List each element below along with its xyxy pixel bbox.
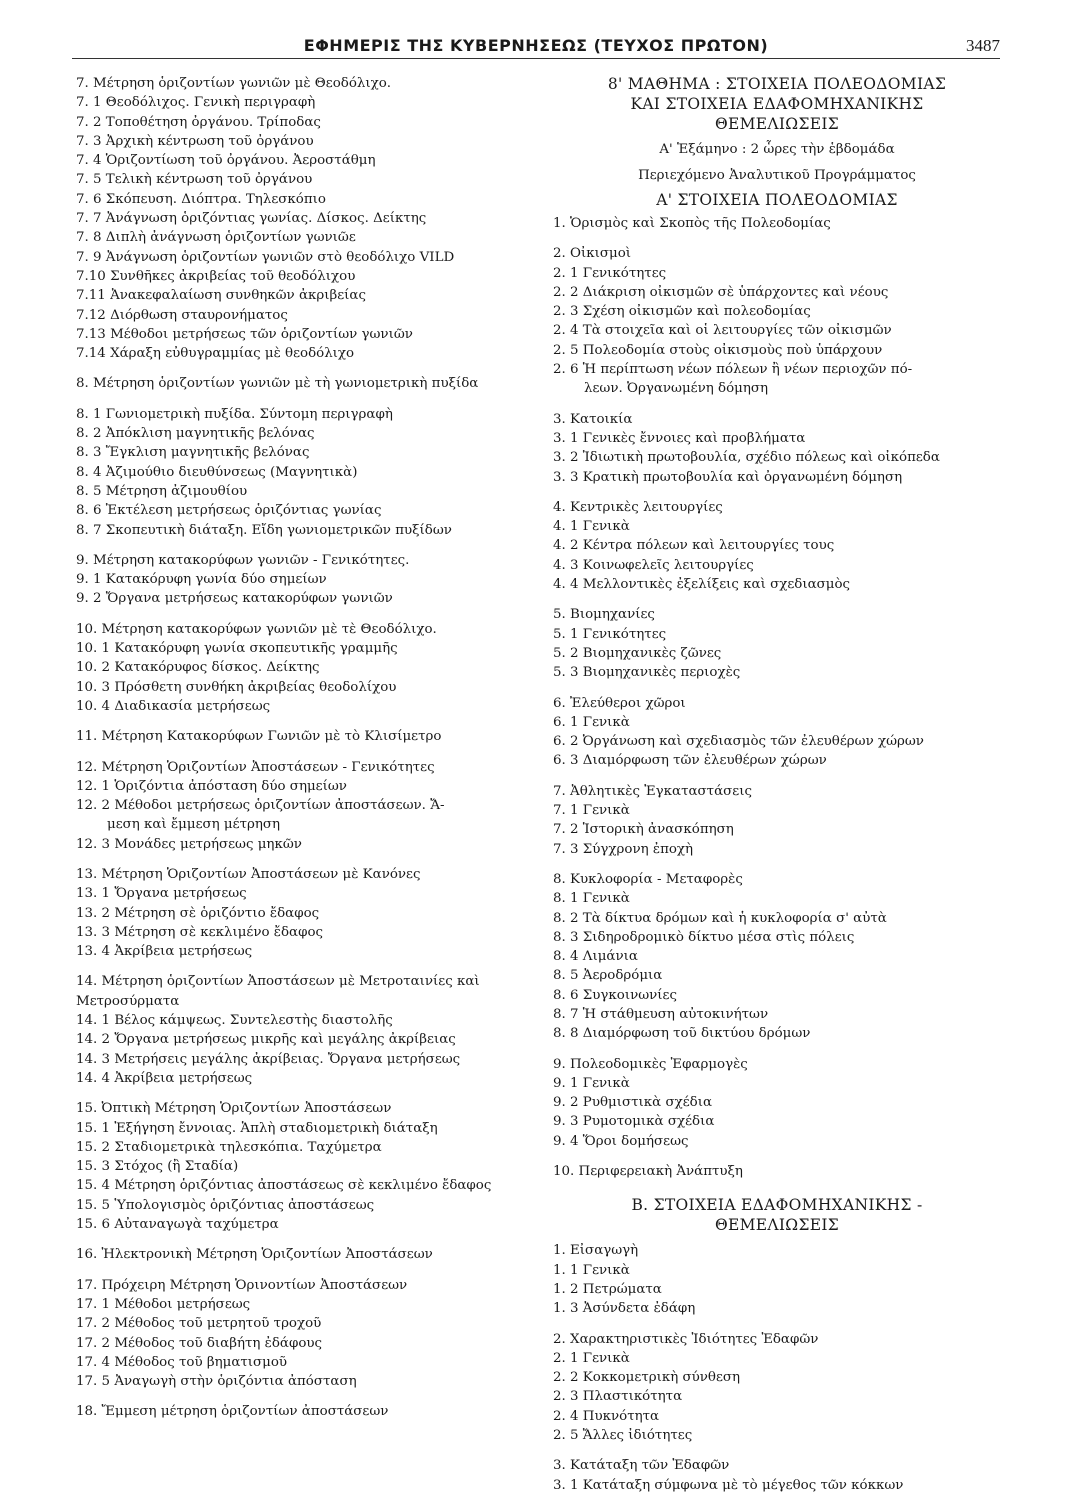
toc-line: 14. 3 Μετρήσεις μεγάλης ἀκρίβειας. Ὄργανα μετρήσεως (76, 1051, 461, 1067)
toc-line: 2. 6 Ἡ περίπτωση νέων πόλεων ἢ νέων περιοχῶν πό- (553, 362, 913, 378)
toc-line: 7.11 Ἀνακεφαλαίωση συνθηκῶν ἀκριβείας (76, 288, 366, 304)
toc-line: 5. Βιομηχανίες (553, 607, 655, 623)
toc-line: 7. 4 Ὁριζοντίωση τοῦ ὀργάνου. Ἀεροστάθμη (76, 153, 376, 169)
toc-line: 8. 8 Διαμόρφωση τοῦ δικτύου δρόμων (553, 1026, 811, 1042)
toc-line: 1. 2 Πετρώματα (553, 1281, 662, 1297)
toc-line: 9. 1 Γενικὰ (553, 1075, 630, 1091)
toc-line: 8. 6 Ἐκτέλεση μετρήσεως ὁριζόντιας γωνίας (76, 503, 382, 519)
toc-line: 15. 2 Σταδιομετρικὰ τηλεσκόπια. Ταχύμετρα (76, 1139, 382, 1155)
toc-line: 14. 4 Ἀκρίβεια μετρήσεως (76, 1070, 253, 1086)
section-b-title-line2: ΘΕΜΕΛΙΩΣΕΙΣ (714, 1216, 840, 1235)
toc-line: 2. 5 Ἄλλες ἰδιότητες (553, 1428, 693, 1444)
toc-line: 7. 2 Ἱστορικὴ ἀνασκόπηση (553, 822, 734, 838)
toc-group (553, 410, 1001, 487)
toc-line: 4. 3 Κοινωφελεῖς λειτουργίες (553, 557, 754, 573)
toc-line: 13. 3 Μέτρηση σὲ κεκλιμένο ἔδαφος (76, 924, 324, 940)
toc-line: 3. 3 Κρατικὴ πρωτοβουλία καὶ ὀργανωμένη δόμηση (553, 469, 903, 485)
toc-line: 7. 3 Σύγχρονη ἐποχὴ (553, 841, 694, 857)
toc-group (76, 1245, 538, 1264)
toc-line: 12. Μέτρηση Ὁριζοντίων Ἀποστάσεων - Γενικότητες (76, 759, 435, 775)
toc-line: 3. Κατάταξη τῶν Ἐδαφῶν (553, 1458, 730, 1474)
toc-group (553, 1330, 1001, 1446)
toc-line: 5. 1 Γενικότητες (553, 626, 667, 642)
toc-line: 9. Πολεοδομικὲς Ἐφαρμογὲς (553, 1056, 748, 1072)
toc-line: 9. Μέτρηση κατακορύφων γωνιῶν - Γενικότητες. (76, 552, 410, 568)
toc-line: 15. 3 Στόχος (ἢ Σταδία) (76, 1159, 239, 1175)
toc-line: 1. Ὁρισμὸς καὶ Σκοπὸς τῆς Πολεοδομίας (553, 216, 831, 231)
lesson-title-line2: ΚΑΙ ΣΤΟΙΧΕΙΑ ΕΔΑΦΟΜΗΧΑΝΙΚΗΣ (630, 95, 924, 113)
toc-line: 7.12 Διόρθωση σταυρονήματος (76, 307, 288, 323)
toc-line: 17. 2 Μέθοδος τοῦ διαβήτη ἐδάφους (76, 1335, 323, 1351)
toc-line: 6. 1 Γενικὰ (553, 714, 630, 730)
toc-group (553, 694, 1001, 771)
toc-line: 18. Ἔμμεση μέτρηση ὁριζοντίων ἀποστάσεων (76, 1404, 389, 1420)
toc-line: 2. 1 Γενικότητες (553, 265, 667, 281)
toc-line: 2. 3 Σχέση οἰκισμῶν καὶ πολεοδομίας (553, 304, 811, 320)
toc-line: 10. Μέτρηση κατακορύφων γωνιῶν μὲ τὲ Θεοδόλιχο. (76, 621, 437, 637)
toc-line: 5. 2 Βιομηχανικὲς ζῶνες (553, 645, 722, 661)
toc-line: 17. 5 Ἀναγωγὴ στὴν ὁριζόντια ἀπόσταση (76, 1374, 357, 1390)
toc-line: 13. Μέτρηση Ὁριζοντίων Ἀποστάσεων μὲ Κανόνες (76, 866, 421, 882)
toc-line: 14. Μέτρηση ὁριζοντίων Ἀποστάσεων μὲ Μετροταινίες καὶ Μετροσύρματα (76, 974, 480, 1009)
toc-line: 8. 7 Σκοπευτικὴ διάταξη. Εἴδη γωνιομετρικῶν πυξίδων (76, 522, 452, 538)
toc-line: 2. 3 Πλαστικότητα (553, 1389, 683, 1405)
toc-line: 2. Οἰκισμοὶ (553, 246, 632, 262)
toc-line: 12. 2 Μέθοδοι μετρήσεως ὁριζοντίων ἀποστάσεων. Ἄ- (76, 798, 445, 814)
toc-line: 17. 1 Μέθοδοι μετρήσεως (76, 1296, 251, 1312)
toc-line: 9. 2 Ρυθμιστικὰ σχέδια (553, 1095, 712, 1111)
toc-line: 7. 7 Ἀνάγνωση ὁριζόντιας γωνίας. Δίσκος. Δείκτης (76, 211, 427, 227)
toc-line: 15. Ὀπτικὴ Μέτρηση Ὁριζοντίων Ἀποστάσεων (76, 1101, 392, 1117)
toc-line: 2. 4 Τὰ στοιχεῖα καὶ οἱ λειτουργίες τῶν οἰκισμῶν (553, 323, 892, 339)
section-a-title: Α' ΣΤΟΙΧΕΙΑ ΠΟΛΕΟΔΟΜΙΑΣ (656, 191, 898, 209)
toc-line: 7. 9 Ἀνάγνωση ὁριζοντίων γωνιῶν στὸ θεοδόλιχο VILD (76, 249, 455, 265)
toc-line: 7. Μέτρηση ὁριζοντίων γωνιῶν μὲ Θεοδόλιχο. (76, 76, 392, 91)
toc-line: 15. 6 Αὐταναγωγὰ ταχύμετρα (76, 1217, 279, 1233)
toc-group (553, 1162, 1001, 1181)
toc-line: 8. 7 Ἡ στάθμευση αὐτοκινήτων (553, 1006, 769, 1022)
lesson-title-line3: ΘΕΜΕΛΙΩΣΕΙΣ (714, 115, 840, 133)
toc-group (76, 1402, 538, 1421)
toc-line: 3. 1 Γενικὲς ἔννοιες καὶ προβλήματα (553, 430, 806, 446)
toc-group (76, 374, 538, 393)
toc-line: 3. 2 Ἰδιωτικὴ πρωτοβουλία, σχέδιο πόλεως καὶ οἰκόπεδα (553, 450, 940, 466)
toc-group (76, 972, 538, 1088)
toc-line: 8. 2 Ἀπόκλιση μαγνητικῆς βελόνας (76, 426, 315, 442)
toc-line: 7. 8 Διπλὴ ἀνάγνωση ὁριζοντίων γωνιῶε (76, 230, 356, 246)
toc-group (553, 214, 1001, 233)
toc-line: 1. 3 Ἀσύνδετα ἐδάφη (553, 1301, 696, 1317)
toc-group (553, 1241, 1001, 1318)
left-column (76, 74, 538, 1433)
toc-group (76, 405, 538, 540)
toc-line: 6. 3 Διαμόρφωση τῶν ἐλευθέρων χώρων (553, 753, 827, 769)
toc-line: 13. 4 Ἀκρίβεια μετρήσεως (76, 944, 253, 960)
toc-line: 15. 1 Ἐξήγηση ἔννοιας. Ἁπλὴ σταδιομετρικὴ διάταξη (76, 1120, 438, 1136)
toc-line: 10. Περιφερειακὴ Ἀνάπτυξη (553, 1164, 743, 1180)
toc-line: 16. Ἠλεκτρονικὴ Μέτρηση Ὁριζοντίων Ἀποστάσεων (76, 1247, 433, 1263)
toc-line: 4. Κεντρικὲς λειτουργίες (553, 499, 723, 515)
lesson-title-block (553, 74, 1001, 210)
toc-line: 2. Χαρακτηριστικὲς Ἰδιότητες Ἐδαφῶν (553, 1331, 819, 1347)
toc-group (76, 1099, 538, 1234)
toc-line: 10. 4 Διαδικασία μετρήσεως (76, 698, 271, 714)
lesson-title-line1: 8' ΜΑΘΗΜΑ : ΣΤΟΙΧΕΙΑ ΠΟΛΕΟΔΟΜΙΑΣ (607, 75, 947, 93)
toc-group (553, 244, 1001, 398)
toc-line: 8. Κυκλοφορία - Μεταφορὲς (553, 871, 743, 887)
toc-line: 13. 1 Ὄργανα μετρήσεως (76, 886, 247, 902)
toc-group (553, 1055, 1001, 1151)
toc-line: 8. 5 Ἀεροδρόμια (553, 968, 663, 984)
toc-line: 12. 1 Ὁριζόντια ἀπόσταση δύο σημείων (76, 778, 347, 794)
toc-line: 4. 2 Κέντρα πόλεων καὶ λειτουργίες τους (553, 538, 835, 554)
toc-line: 7. Ἀθλητικὲς Ἐγκαταστάσεις (553, 783, 752, 799)
toc-line: 8. 3 Σιδηροδρομικὸ δίκτυο μέσα στὶς πόλεις (553, 929, 855, 945)
page-header (72, 22, 1000, 60)
toc-line: 10. 3 Πρόσθετη συνθήκη ἀκριβείας θεοδολίχου (76, 679, 397, 695)
toc-line: λεων. Ὀργανωμένη δόμηση (584, 381, 769, 397)
toc-line: 17. 4 Μέθοδος τοῦ βηματισμοῦ (76, 1354, 288, 1370)
toc-line: 4. 4 Μελλοντικὲς ἐξελίξεις καὶ σχεδιασμὸς (553, 577, 851, 593)
section-a-list (553, 214, 1001, 1181)
toc-group (553, 782, 1001, 859)
toc-line: 8. 4 Ἀζιμούθιο διευθύνσεως (Μαγνητικὰ) (76, 464, 358, 480)
toc-group (76, 620, 538, 716)
toc-line: 17. 2 Μέθοδος τοῦ μετρητοῦ τροχοῦ (76, 1316, 322, 1332)
toc-line: 7.10 Συνθῆκες ἀκριβείας τοῦ θεοδόλιχου (76, 268, 356, 284)
toc-line: 7. 5 Τελικὴ κέντρωση τοῦ ὀργάνου (76, 172, 313, 188)
toc-line: 6. Ἐλεύθεροι χῶροι (553, 695, 686, 711)
toc-group (553, 870, 1001, 1044)
toc-line: 13. 2 Μέτρηση σὲ ὁριζόντιο ἔδαφος (76, 905, 320, 921)
toc-line: 8. 6 Συγκοινωνίες (553, 987, 677, 1003)
toc-line: 8. 5 Μέτρηση ἀζιμουθίου (76, 483, 248, 499)
toc-group (553, 1456, 1001, 1495)
toc-line: 3. 1 Κατάταξη σύμφωνα μὲ τὸ μέγεθος τῶν κόκκων (553, 1477, 904, 1493)
curriculum-content-label: Περιεχόμενο Ἀναλυτικοῦ Προγράμματος (638, 168, 916, 183)
toc-line: 8. 3 Ἔγκλιση μαγνητικῆς βελόνας (76, 445, 310, 461)
toc-line: 8. 4 Λιμάνια (553, 949, 638, 965)
section-b-list (553, 1241, 1001, 1495)
toc-line: 11. Μέτρηση Κατακορύφων Γωνιῶν μὲ τὸ Κλισίμετρο (76, 729, 442, 745)
toc-line: 2. 2 Διάκριση οἰκισμῶν σὲ ὑπάρχοντες καὶ νέους (553, 284, 889, 300)
toc-group (553, 605, 1001, 682)
toc-line: 9. 3 Ρυμοτομικὰ σχέδια (553, 1114, 715, 1130)
toc-line: 8. 1 Γωνιομετρικὴ πυξίδα. Σύντομη περιγραφὴ (76, 406, 393, 422)
toc-line: 6. 2 Ὀργάνωση καὶ σχεδιασμὸς τῶν ἐλευθέρων χώρων (553, 734, 924, 750)
right-column (553, 74, 1001, 1506)
toc-group (76, 1276, 538, 1392)
toc-line: 7. 2 Τοποθέτηση ὀργάνου. Τρίποδας (76, 114, 321, 130)
toc-line: 7.13 Μέθοδοι μετρήσεως τῶν ὁριζοντίων γωνιῶν (76, 326, 413, 342)
toc-line: 3. Κατοικία (553, 411, 633, 427)
toc-group (76, 74, 538, 363)
toc-line: 9. 1 Κατακόρυφη γωνία δύο σημείων (76, 572, 327, 588)
toc-line: 8. Μέτρηση ὁριζοντίων γωνιῶν μὲ τὴ γωνιομετρικὴ πυξίδα (76, 376, 479, 392)
gazette-title: ΕΦΗΜΕΡΙΣ ΤΗΣ ΚΥΒΕΡΝΗΣΕΩΣ (ΤΕΥΧΟΣ ΠΡΩΤΟΝ) (303, 36, 769, 55)
toc-line: 2. 1 Γενικὰ (553, 1350, 630, 1366)
toc-line: 10. 1 Κατακόρυφη γωνία σκοπευτικῆς γραμμῆς (76, 641, 398, 657)
toc-line: 2. 4 Πυκνότητα (553, 1408, 660, 1424)
toc-line: 7. 1 Γενικὰ (553, 803, 630, 819)
toc-group (76, 758, 538, 854)
toc-line: 8. 2 Τὰ δίκτυα δρόμων καὶ ἡ κυκλοφορία σ' αὐτὰ (553, 910, 887, 926)
toc-line: 8. 1 Γενικὰ (553, 891, 630, 907)
toc-line: 10. 2 Κατακόρυφος δίσκος. Δείκτης (76, 660, 320, 676)
toc-group (76, 727, 538, 746)
semester-hours: Α' Ἑξάμηνο : 2 ὧρες τὴν ἑβδομάδα (659, 142, 895, 157)
toc-line: 1. Εἰσαγωγὴ (553, 1243, 639, 1259)
toc-line: 2. 5 Πολεοδομία στοὺς οἰκισμοὺς ποὺ ὑπάρχουν (553, 342, 883, 358)
header-rule (72, 58, 1000, 59)
toc-line: 7. 3 Ἀρχικὴ κέντρωση τοῦ ὀργάνου (76, 133, 314, 149)
toc-line: 7. 1 Θεοδόλιχος. Γενικὴ περιγραφὴ (76, 95, 316, 111)
toc-line: 12. 3 Μονάδες μετρήσεως μηκῶν (76, 836, 302, 852)
toc-line: 4. 1 Γενικὰ (553, 519, 630, 535)
toc-line: 2. 2 Κοκκομετρικὴ σύνθεση (553, 1370, 741, 1386)
toc-line: 1. 1 Γενικὰ (553, 1262, 630, 1278)
toc-line: 15. 4 Μέτρηση ὁριζόντιας ἀποστάσεως σὲ κεκλιμένο ἔδαφος (76, 1178, 492, 1194)
section-b-title (553, 1195, 1001, 1235)
toc-line: 9. 4 Ὅροι δομήσεως (553, 1133, 689, 1149)
toc-line: 15. 5 Ὑπολογισμὸς ὁριζόντιας ἀποστάσεως (76, 1197, 375, 1213)
toc-group (76, 865, 538, 961)
toc-line: 5. 3 Βιομηχανικὲς περιοχὲς (553, 665, 741, 681)
section-b-title-line1: Β. ΣΤΟΙΧΕΙΑ ΕΔΑΦΟΜΗΧΑΝΙΚΗΣ - (631, 1196, 923, 1215)
toc-line: 14. 2 Ὄργανα μετρήσεως μικρῆς καὶ μεγάλης ἀκρίβειας (76, 1032, 456, 1048)
toc-line: 7. 6 Σκόπευση. Διόπτρα. Τηλεσκόπιο (76, 191, 326, 207)
toc-line: 17. Πρόχειρη Μέτρηση Ὁρινοντίων Ἀποστάσεων (76, 1277, 408, 1293)
toc-line: 9. 2 Ὄργανα μετρήσεως κατακορύφων γωνιῶν (76, 591, 393, 607)
page-number: 3487 (966, 36, 1000, 55)
toc-line: μεση καὶ ἔμμεση μέτρηση (107, 817, 281, 833)
toc-group (76, 551, 538, 609)
toc-line: 14. 1 Βέλος κάμψεως. Συντελεστὴς διαστολῆς (76, 1013, 393, 1029)
toc-line: 7.14 Χάραξη εὐθυγραμμίας μὲ θεοδόλιχο (76, 346, 355, 362)
toc-group (553, 498, 1001, 594)
